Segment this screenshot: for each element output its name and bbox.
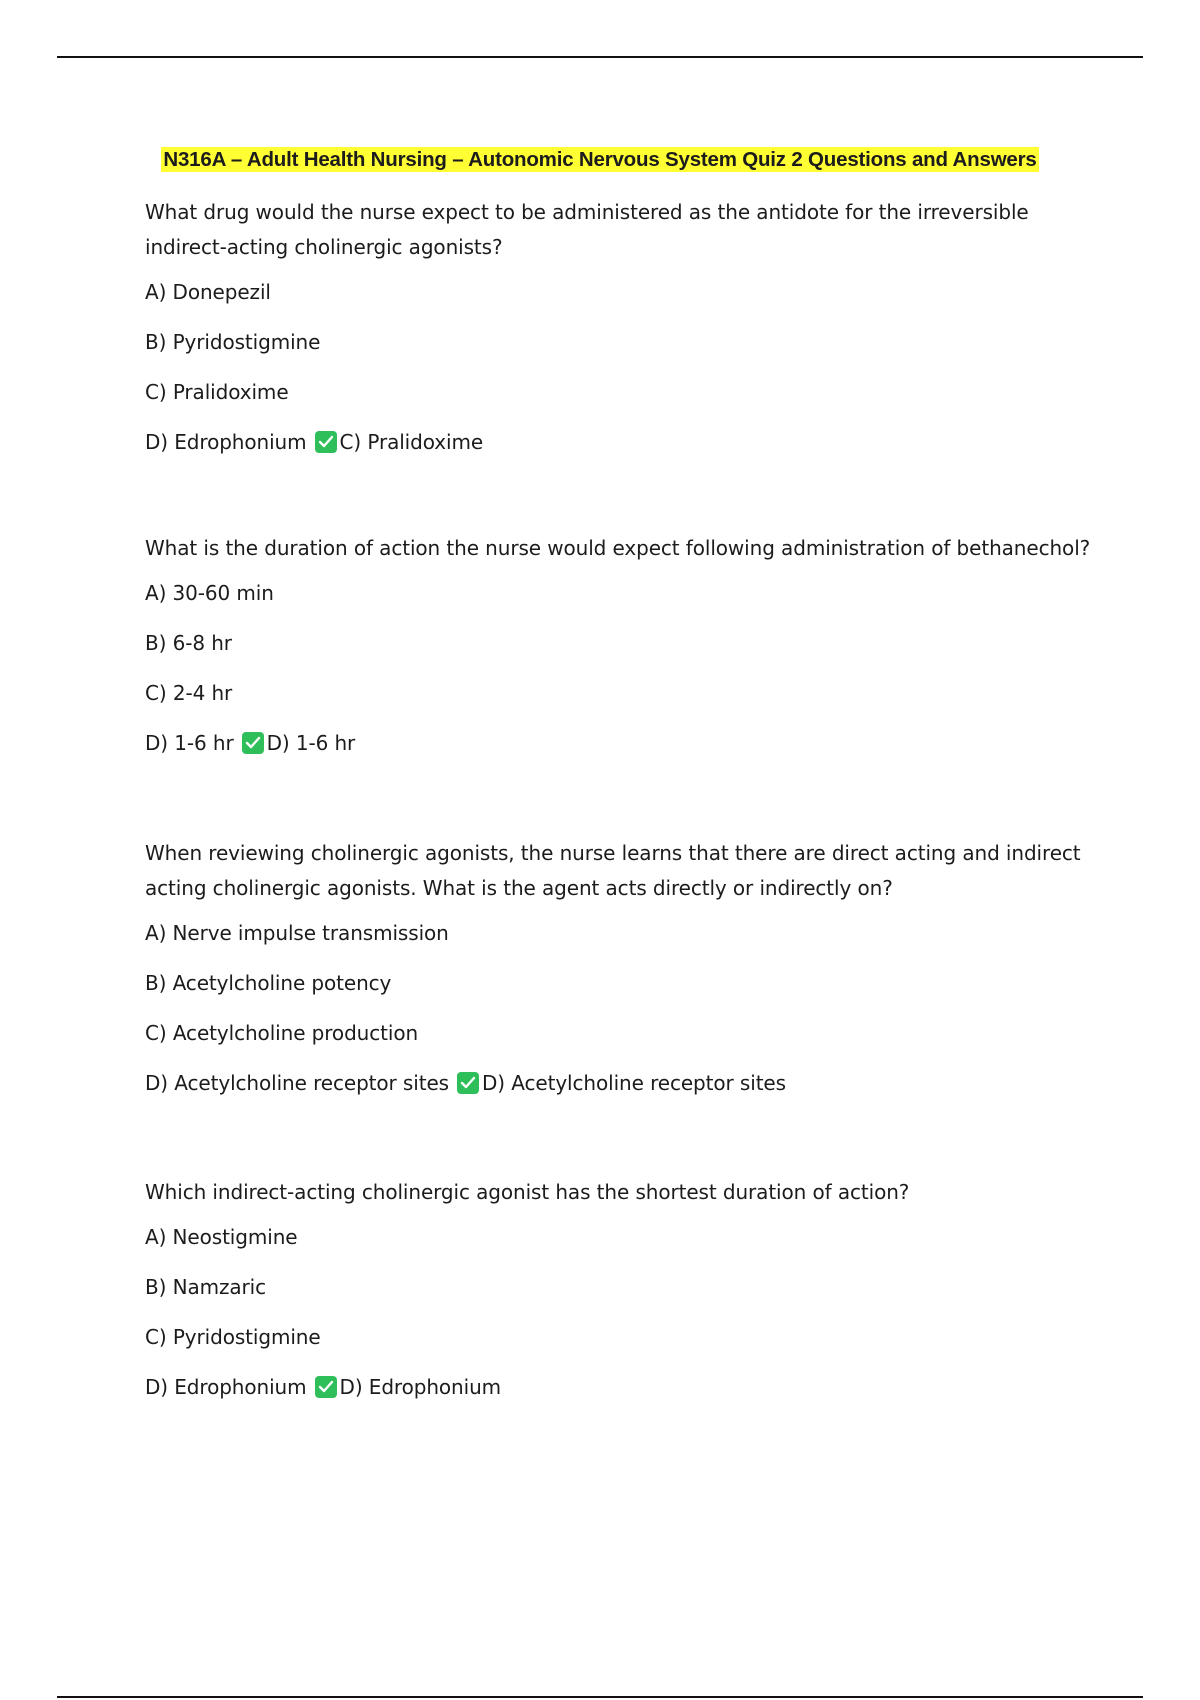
question-text: What is the duration of action the nurse would expect following administration of bethanechol? — [145, 536, 1091, 560]
correct-answer: D) 1-6 hr — [266, 731, 356, 755]
option-d: D) Edrophonium — [145, 430, 307, 454]
option-a: A) Neostigmine — [145, 1225, 298, 1249]
question-text: When reviewing cholinergic agonists, the nurse learns that there are direct acting and indirect acting cholinergic agonists. What is the agent acts directly or indirectly on? — [145, 841, 1081, 900]
option-c: C) Pralidoxime — [145, 380, 289, 404]
question-text: What drug would the nurse expect to be administered as the antidote for the irreversible indirect-acting cholinergic agonists? — [145, 200, 1029, 259]
question-block-4 — [145, 1175, 1105, 1412]
option-a: A) Nerve impulse transmission — [145, 921, 449, 945]
option-a: A) 30-60 min — [145, 581, 274, 605]
green-check-icon — [315, 1376, 337, 1398]
green-check-icon — [457, 1072, 479, 1094]
title-highlight: N316A – Adult Health Nursing – Autonomic Nervous System Quiz 2 Questions and Answers — [163, 148, 1037, 171]
option-d-with-answer — [145, 417, 1105, 467]
green-check-icon — [242, 732, 264, 754]
option-c: C) Pyridostigmine — [145, 1325, 321, 1349]
option-d: D) Acetylcholine receptor sites — [145, 1071, 449, 1095]
question-block-2 — [145, 531, 1105, 768]
header-rule — [57, 56, 1143, 58]
question-text: Which indirect-acting cholinergic agonist has the shortest duration of action? — [145, 1180, 910, 1204]
option-c: C) Acetylcholine production — [145, 1021, 419, 1045]
option-d: D) 1-6 hr — [145, 731, 234, 755]
document-title — [0, 146, 1200, 174]
correct-answer: D) Edrophonium — [339, 1375, 502, 1399]
option-b: B) Acetylcholine potency — [145, 971, 392, 995]
option-d-with-answer — [145, 1362, 1105, 1412]
option-b: B) 6-8 hr — [145, 631, 232, 655]
correct-answer: C) Pralidoxime — [339, 430, 484, 454]
option-d-with-answer — [145, 1058, 1105, 1108]
option-d-with-answer — [145, 718, 1105, 768]
option-b: B) Pyridostigmine — [145, 330, 321, 354]
option-c: C) 2-4 hr — [145, 681, 233, 705]
footer-rule — [57, 1696, 1143, 1698]
option-a: A) Donepezil — [145, 280, 271, 304]
question-block-3 — [145, 836, 1105, 1108]
green-check-icon — [315, 431, 337, 453]
question-block-1 — [145, 195, 1105, 467]
option-d: D) Edrophonium — [145, 1375, 307, 1399]
correct-answer: D) Acetylcholine receptor sites — [481, 1071, 786, 1095]
option-b: B) Namzaric — [145, 1275, 267, 1299]
